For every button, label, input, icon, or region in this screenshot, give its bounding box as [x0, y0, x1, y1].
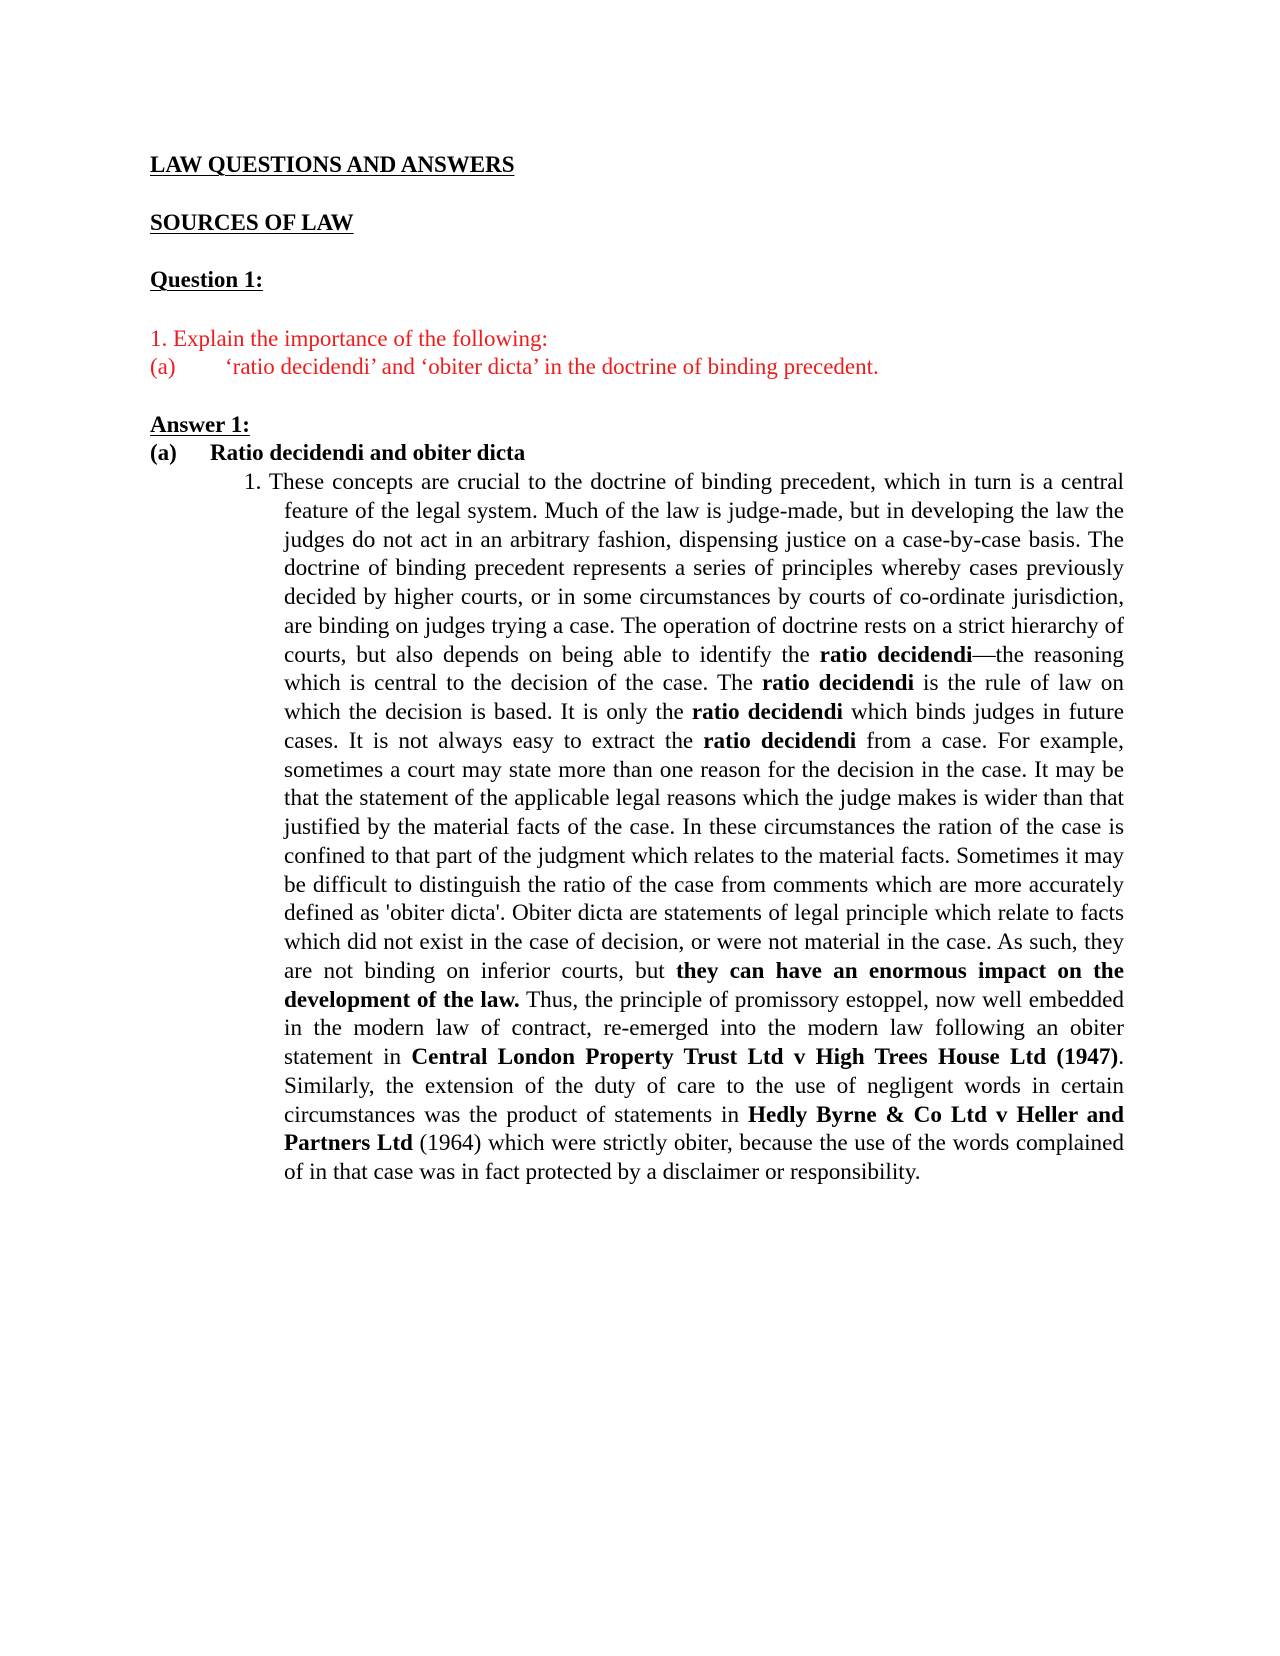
paragraph-text: which binds judges in future cases. It is not always easy to extract the — [284, 699, 1124, 754]
section-title: SOURCES OF LAW — [150, 210, 354, 235]
paragraph-text: from a case. For example, sometimes a court may state more than one reason for the decision in the case. It may be that the statement of the applicable legal reasons which the judge makes is wider than that justified by the material facts of the case. In these circumstances the ration of the case is confined to that part of the judgment which relates to the material facts. Sometimes it may be difficult to distinguish the ratio of the case from comments which are more accurately defined as 'obiter dicta'. Obiter dicta are statements of legal principle which relate to facts which did not exist in the case of decision, or were not material in the case. As such, they are not binding on inferior courts, but — [284, 727, 1124, 984]
question-subitem-label: (a) — [150, 354, 176, 379]
answer-subheading — [150, 439, 525, 467]
answer-paragraph — [244, 468, 1125, 1187]
document-title: LAW QUESTIONS AND ANSWERS — [150, 152, 515, 177]
case-citation: Central London Property Trust Ltd v High Trees House Ltd (1947) — [411, 1044, 1119, 1070]
bold-term: ratio decidendi — [819, 641, 973, 668]
answer-subheading-label: (a) — [150, 440, 177, 465]
paragraph-text: is the rule of law on which the decision is based. It is only the — [284, 670, 1124, 725]
bold-term: ratio decidendi — [691, 699, 843, 725]
paragraph-text: 1. These concepts are crucial to the doctrine of binding precedent, which in turn is a central feature of the legal system. Much of the law is judge-made, but in developing the law the judges do not act in an arbitrary fashion, dispensing justice on a case-by-case basis. The doctrine of binding precedent represents a series of principles whereby cases previously decided by higher courts, or in some circumstances by courts of co-ordinate jurisdiction, are binding on judges trying a case. The operation of doctrine rests on a strict hierarchy of courts, but also depends on being able to identify the — [244, 469, 1124, 668]
question-block — [150, 325, 879, 381]
bold-phrase: they can have an enormous impact on the development of the law. — [284, 957, 1124, 1013]
paragraph-text: (1964) which were strictly obiter, because the use of the words complained of in that case was in fact protected by a disclaimer or responsibility. — [284, 1130, 1125, 1185]
bold-term: ratio decidendi — [703, 727, 857, 754]
paragraph-text: Thus, the principle of promissory estoppel, now well embedded in the modern law of contract, re-emerged into the modern law following an obiter statement in — [284, 986, 1124, 1070]
question-subitem — [150, 353, 879, 381]
question-subitem-text: ‘ratio decidendi’ and ‘obiter dicta’ in the doctrine of binding precedent. — [225, 354, 879, 379]
paragraph-text: . Similarly, the extension of the duty of care to the use of negligent words in certain circumstances was the product of statements in — [284, 1044, 1124, 1128]
answer-heading: Answer 1: — [150, 412, 250, 437]
answer-subheading-title: Ratio decidendi and obiter dicta — [210, 440, 526, 465]
question-line: 1. Explain the importance of the following: — [150, 326, 548, 351]
paragraph-text: —the reasoning which is central to the decision of the case. The — [284, 641, 1124, 697]
bold-term: ratio decidendi — [762, 670, 915, 697]
case-citation: Hedly Byrne & Co Ltd v Heller and Partners Ltd — [284, 1101, 1124, 1157]
question-heading: Question 1: — [150, 267, 264, 292]
